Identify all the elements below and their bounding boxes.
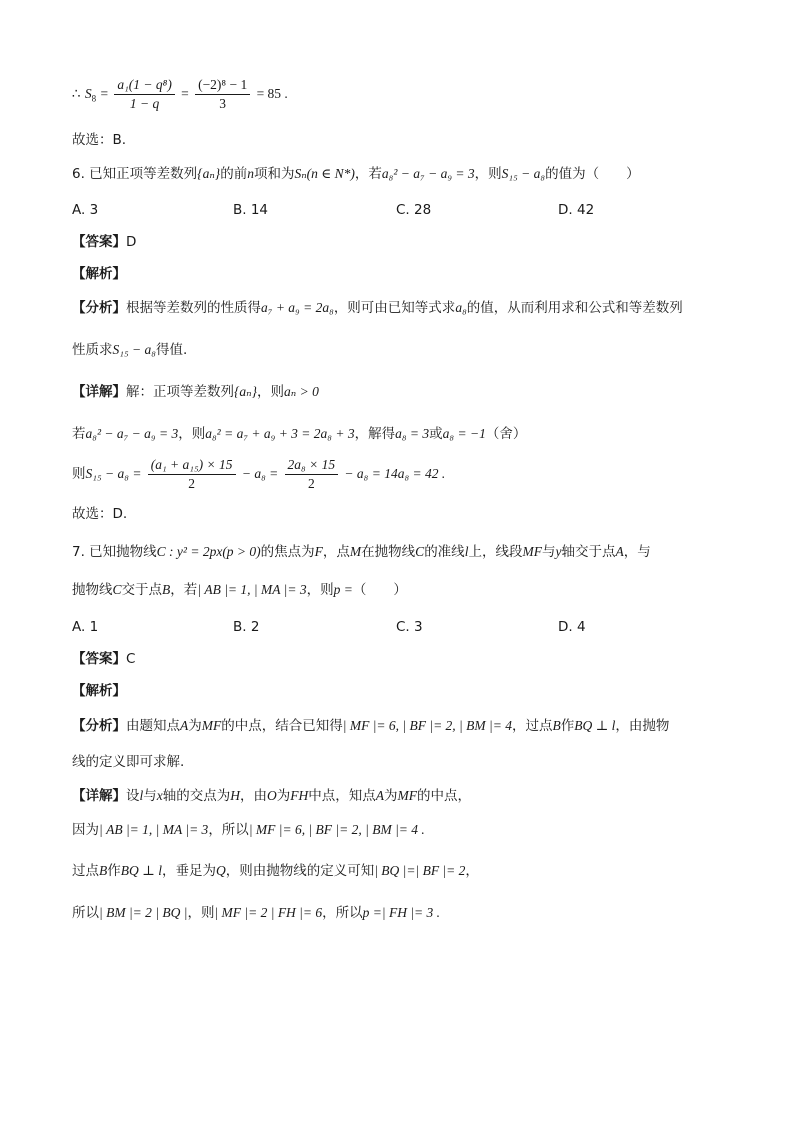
q6-target-expression: S₁₅ − a₈ [501, 166, 546, 181]
q6-sum-denominator: 2 [188, 475, 195, 491]
q6-fenxi-text-5: 得值. [155, 342, 188, 358]
q7-detail-line-3 [72, 861, 479, 881]
q7-fenxi-tag: 【分析】 [72, 718, 126, 734]
equals-sign: = [100, 86, 109, 101]
q7-detail-text-6: 中点，知点 [308, 788, 376, 804]
q7-point-m: M [349, 544, 362, 559]
q6-sum-fraction [148, 456, 236, 493]
q7-fenxi-text: 由题知点 [126, 718, 180, 734]
q6-detail-sequence: {aₙ} [234, 384, 258, 399]
q6-detail-tag: 【详解】 [72, 384, 126, 400]
q7-condition: | AB |= 1, | MA |= 3 [197, 582, 307, 597]
q7-detail-b: B [99, 863, 108, 878]
q6-analysis-tag: 【解析】 [72, 266, 126, 282]
q7-p: p = [333, 582, 353, 597]
q6-detail-mid: − a₈ = [241, 466, 279, 481]
q6-detail-text-6: 或 [429, 426, 443, 442]
q7-point-f: F [314, 544, 323, 559]
q7-detail-eq1: | AB |= 1, | MA |= 3 [99, 822, 209, 837]
q6-stem-text-6: 的值为（ ） [545, 166, 640, 182]
q6-option-a: A. 3 [72, 202, 99, 218]
q6-detail-text-4: ，则 [178, 426, 206, 442]
q7-option-a: A. 1 [72, 619, 99, 635]
q6-option-c: C. 28 [396, 202, 432, 218]
q7-stem-text-7: 与 [541, 544, 556, 560]
q7-detail-eq5: | MF |= 2 | FH |= 6 [214, 905, 323, 920]
q7-stem-text-13: ，则 [306, 582, 334, 598]
q6-sum-numerator-2: 2a₈ × 15 [285, 456, 339, 475]
q6-detail-eq3: a₈ = 3 [395, 426, 430, 441]
q7-curve-c-2: C [112, 582, 122, 597]
q6-detail-text-5: ，解得 [354, 426, 396, 442]
q6-option-b: B. 14 [233, 202, 269, 218]
q7-answer [72, 649, 135, 669]
q7-detail-text-15: ， [465, 863, 479, 879]
substituted-fraction [195, 76, 250, 113]
q7-fenxi-text-6: ，由抛物 [615, 718, 670, 734]
q7-stem-text-8: 轴交于点 [561, 544, 616, 560]
q7-curve-c: C [415, 544, 425, 559]
q6-stem-text-4: ，若 [354, 166, 382, 182]
q7-stem-text-10: 抛物线 [72, 582, 113, 598]
q7-fenxi-perp: BQ ⊥ l [574, 718, 616, 733]
q7-fenxi-line-1 [72, 716, 669, 736]
s8-symbol: S [84, 86, 92, 101]
q7-detail-text-13: ，垂足为 [161, 863, 216, 879]
q6-detail-line-2 [72, 424, 526, 444]
q7-detail-mf: MF [397, 788, 418, 803]
q7-stem-text-12: ，若 [170, 582, 198, 598]
q6-fenxi-text-2: ，则可由已知等式求 [333, 300, 456, 316]
q6-detail-eq1: a₈² − a₇ − a₉ = 3 [85, 426, 179, 441]
q6-detail-end: − a₈ = 14a₈ = 42 . [344, 466, 446, 481]
sum-result: = 85 . [256, 86, 288, 101]
q7-fenxi-text-5: 作 [560, 718, 575, 734]
q7-fenxi-mf: MF [201, 718, 222, 733]
q6-detail-text-2: ，则 [257, 384, 285, 400]
q7-detail-text-4: ，由 [240, 788, 268, 804]
q7-detail-text-2: 与 [143, 788, 157, 804]
q7-detail-x: x [156, 788, 163, 803]
q6-detail-positive: aₙ > 0 [284, 384, 319, 399]
q6-n: n [247, 166, 254, 181]
q6-fenxi-text: 根据等差数列的性质得 [126, 300, 261, 316]
q7-detail-perp: BQ ⊥ l [120, 863, 162, 878]
q7-detail-line-2 [72, 820, 425, 840]
q7-detail-text-16: 所以 [72, 905, 99, 921]
q7-detail-h: H [230, 788, 241, 803]
q6-sn: Sₙ(n ∈ N*) [294, 166, 355, 181]
q7-stem-text-3: ，点 [322, 544, 350, 560]
equals-sign-2: = [181, 86, 189, 101]
q6-stem-text-3: 项和为 [253, 166, 295, 182]
prev-answer-line: 故选：B. [72, 132, 127, 148]
q6-final-answer: 故选：D. [72, 506, 128, 522]
q7-detail-text-3: 轴的交点为 [162, 788, 231, 804]
q6-fenxi-a8: a₈ [455, 300, 467, 315]
q6-sequence: {aₙ} [197, 166, 221, 181]
q7-stem-text: 7. 已知抛物线 [72, 544, 157, 560]
q7-option-c: C. 3 [396, 619, 423, 635]
sum-formula-numerator: a₁(1 − q⁸) [114, 76, 175, 95]
q7-detail-tag: 【详解】 [72, 788, 126, 804]
q7-stem-text-9: ，与 [623, 544, 651, 560]
q7-fenxi-a: A [180, 718, 189, 733]
q7-stem-line-2 [72, 580, 407, 600]
q7-detail-text-10: ，所以 [208, 822, 249, 838]
q7-option-d: D. 4 [558, 619, 586, 635]
q7-fenxi-text-2: 为 [188, 718, 202, 734]
q7-detail-text-14: ，则由抛物线的定义可知 [225, 863, 375, 879]
q6-stem-text-2: 的前 [220, 166, 248, 182]
therefore-symbol: ∴ [72, 86, 81, 102]
q7-stem-text-6: 上，线段 [468, 544, 523, 560]
q6-fenxi-line-1 [72, 298, 683, 318]
s8-subscript: 8 [91, 93, 97, 104]
q6-condition: a₈² − a₇ − a₉ = 3 [381, 166, 475, 181]
q7-stem-text-5: 的准线 [424, 544, 465, 560]
q7-detail-text-7: 为 [384, 788, 398, 804]
q7-option-b: B. 2 [233, 619, 260, 635]
substituted-numerator: (−2)⁸ − 1 [195, 76, 250, 95]
q7-detail-text: 设 [126, 788, 140, 804]
q6-stem-text-5: ，则 [474, 166, 502, 182]
q7-stem-text-14: （ ） [352, 582, 407, 598]
q6-detail-text: 解：正项等差数列 [126, 384, 234, 400]
q7-answer-tag: 【答案】 [72, 651, 126, 667]
q7-detail-text-5: 为 [276, 788, 291, 804]
q6-sum-denominator-2: 2 [307, 475, 315, 491]
q6-detail-text-8: 则 [72, 466, 86, 482]
q7-stem-text-2: 的焦点为 [260, 544, 315, 560]
q7-point-a: A [615, 544, 624, 559]
q6-fenxi-target: S₁₅ − a₈ [112, 342, 156, 357]
q7-fenxi-equation: | MF |= 6, | BF |= 2, | BM |= 4 [342, 718, 512, 733]
q6-stem [72, 164, 640, 184]
q6-detail-text-3: 若 [72, 426, 86, 442]
q6-answer [72, 232, 136, 252]
q7-detail-text-12: 作 [107, 863, 121, 879]
q7-detail-text-18: ，所以 [322, 905, 363, 921]
substituted-denominator: 3 [219, 95, 227, 111]
q7-detail-line-4 [72, 903, 440, 923]
q7-detail-eq4: | BM |= 2 | BQ | [99, 905, 188, 920]
q6-detail-line-3 [72, 454, 445, 494]
q7-point-b: B [162, 582, 171, 597]
q7-detail-eq2: | MF |= 6, | BF |= 2, | BM |= 4 . [248, 822, 425, 837]
q6-answer-value: D [126, 234, 137, 250]
q6-detail-text-7: （舍） [485, 426, 527, 442]
q6-fenxi-text-3: 的值，从而利用求和公式和等差数列 [466, 300, 683, 316]
q6-fenxi-equation: a₇ + a₉ = 2a₈ [261, 300, 334, 315]
q6-answer-tag: 【答案】 [72, 234, 126, 250]
q7-stem-line-1 [72, 542, 651, 562]
q7-detail-text-11: 过点 [72, 863, 99, 879]
q7-detail-line-1 [72, 786, 471, 806]
q7-answer-value: C [126, 651, 136, 667]
q7-detail-fh: FH [290, 788, 309, 803]
q7-parabola: C : y² = 2px(p > 0) [156, 544, 261, 559]
s8-formula-line [72, 72, 288, 121]
q7-segment-mf: MF [522, 544, 542, 559]
q6-fenxi-line-2 [72, 340, 187, 360]
q6-detail-eq2: a₈² = a₇ + a₉ + 3 = 2a₈ + 3 [205, 426, 355, 441]
sum-formula-denominator: 1 − q [129, 95, 160, 111]
q7-stem-text-11: 交于点 [121, 582, 163, 598]
q7-detail-text-8: 的中点， [417, 788, 472, 804]
q6-stem-text: 6. 已知正项等差数列 [72, 166, 198, 182]
q7-detail-text-9: 因为 [72, 822, 99, 838]
q7-fenxi-line-2: 线的定义即可求解. [72, 754, 185, 770]
q7-y-axis: y [555, 544, 562, 559]
q7-analysis-tag: 【解析】 [72, 683, 126, 699]
q6-sum-fraction-2 [285, 456, 339, 493]
q6-fenxi-tag: 【分析】 [72, 300, 126, 316]
q7-detail-l: l [139, 788, 144, 803]
q7-line-l: l [464, 544, 469, 559]
q7-fenxi-b: B [552, 718, 561, 733]
q6-sum-numerator: (a₁ + a₁₅) × 15 [148, 456, 236, 475]
q7-detail-eq6: p =| FH |= 3 . [362, 905, 441, 920]
q6-option-d: D. 42 [558, 202, 595, 218]
q6-detail-lhs: S₁₅ − a₈ = [85, 466, 142, 481]
q7-detail-a: A [375, 788, 385, 803]
q7-fenxi-text-4: ，过点 [511, 718, 553, 734]
q7-detail-o: O [267, 788, 277, 803]
q7-detail-eq3: | BQ |=| BF |= 2 [374, 863, 466, 878]
sum-formula-fraction [114, 76, 175, 113]
q6-fenxi-text-4: 性质求 [72, 342, 113, 358]
q7-fenxi-text-3: 的中点，结合已知得 [221, 718, 343, 734]
q7-stem-text-4: 在抛物线 [361, 544, 416, 560]
q6-detail-line-1 [72, 382, 319, 402]
q6-detail-eq4: a₈ = −1 [442, 426, 486, 441]
q7-detail-q: Q [215, 863, 226, 878]
q7-detail-text-17: ，则 [187, 905, 215, 921]
